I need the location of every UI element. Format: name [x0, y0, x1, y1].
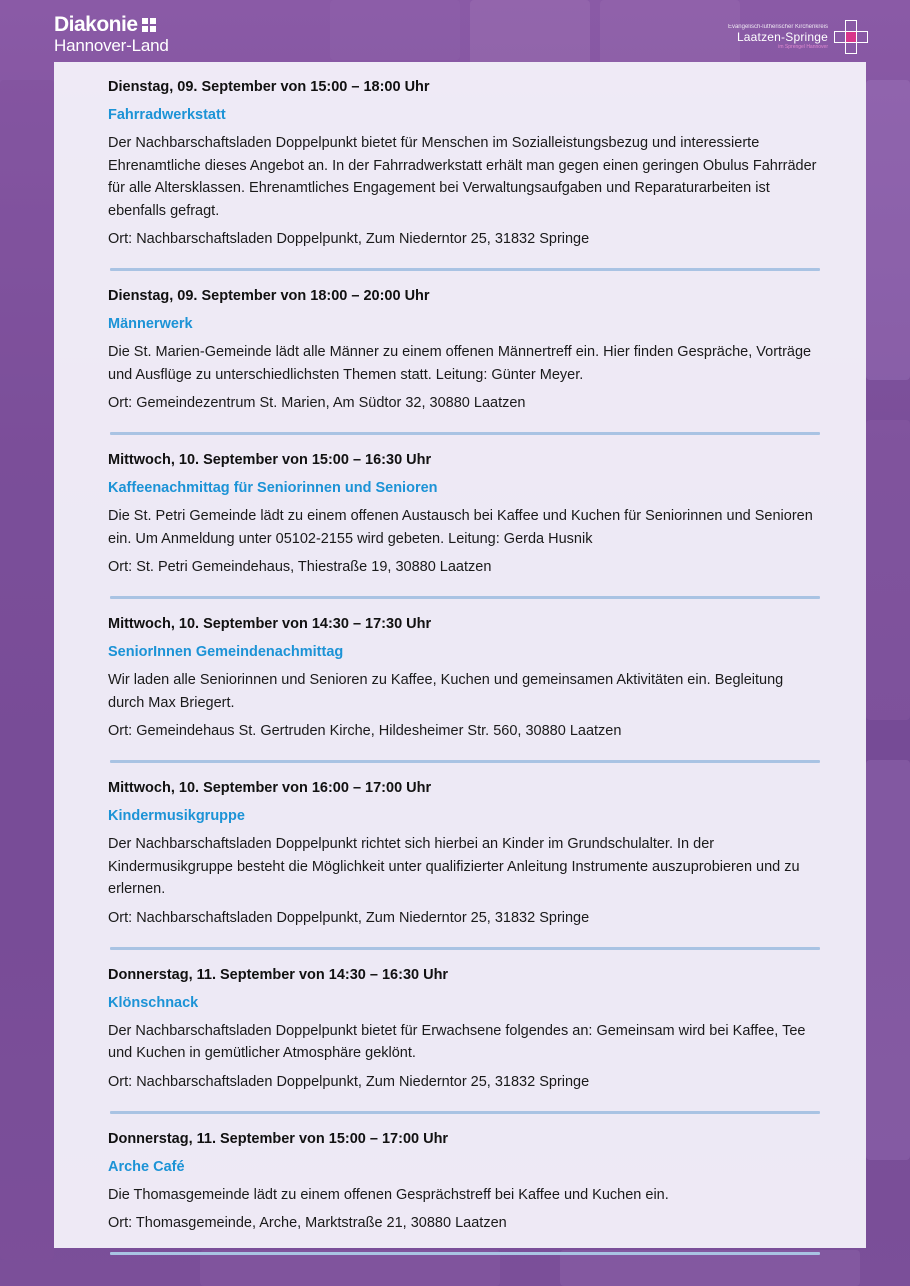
event-date: Mittwoch, 10. September von 16:00 – 17:00 Uhr: [108, 780, 432, 796]
event-title: Fahrradwerkstatt: [108, 107, 226, 123]
event-location: Ort: Nachbarschaftsladen Doppelpunkt, Zum Niederntor 25, 31832 Springe: [108, 231, 590, 247]
event-date: Donnerstag, 11. September von 15:00 – 17:00 Uhr: [108, 1130, 449, 1147]
event-description: Die St. Marien-Gemeinde lädt alle Männer zu einem offenen Männertreff ein. Hier finden Gespräche, Vorträge und Ausflüge zu unterschiedlichsten Themen statt. Leitung: Günter Meyer.: [108, 344, 812, 383]
kirchenkreis-logo: [728, 20, 868, 54]
event-location: Ort: Gemeindezentrum St. Marien, Am Südtor 32, 30880 Laatzen: [108, 395, 526, 411]
brand-name: Diakonie: [54, 13, 138, 36]
event-date: Dienstag, 09. September von 18:00 – 20:00 Uhr: [108, 288, 430, 304]
kirchenkreis-label: Evangelisch-lutherischer Kirchenkreis: [727, 24, 828, 30]
kirchenkreis-sub: im Sprengel Hannover: [778, 44, 828, 50]
event-location: Ort: Gemeindehaus St. Gertruden Kirche, Hildesheimer Str. 560, 30880 Laatzen: [108, 723, 622, 739]
event-date: Mittwoch, 10. September von 14:30 – 17:30 Uhr: [108, 616, 432, 632]
brand-region: Hannover-Land: [54, 36, 169, 55]
event-item: [108, 777, 820, 950]
diakonie-logo: [54, 14, 169, 54]
event-item: [108, 1128, 820, 1256]
divider: [110, 1111, 820, 1114]
cross-icon: [834, 20, 868, 54]
divider: [110, 947, 820, 950]
divider: [110, 432, 820, 435]
divider: [110, 1252, 820, 1255]
event-date: Donnerstag, 11. September von 14:30 – 16:30 Uhr: [108, 966, 449, 983]
event-item: [108, 449, 820, 599]
event-title: Arche Café: [108, 1158, 185, 1175]
event-date: Mittwoch, 10. September von 15:00 – 16:30 Uhr: [108, 452, 432, 468]
divider: [110, 760, 820, 763]
event-item: [108, 76, 820, 271]
event-location: Ort: St. Petri Gemeindehaus, Thiestraße 19, 30880 Laatzen: [108, 559, 492, 575]
event-description: Der Nachbarschaftsladen Doppelpunkt bietet für Menschen im Sozialleistungsbezug und interessierte Ehrenamtliche dieses Angebot an. In der Fahrradwerkstatt erhält man gegen einen geringen Obulus Fahrräder für alle Altersklassen. Ehrenamtliches Engagement bei Verwaltungsaufgaben und Reparaturarbeiten ist ebenfalls gefragt.: [108, 135, 817, 219]
event-description: Wir laden alle Seniorinnen und Senioren zu Kaffee, Kuchen und gemeinsamen Aktivitäten ein. Begleitung durch Max Briegert.: [108, 672, 784, 711]
event-description: Der Nachbarschaftsladen Doppelpunkt richtet sich hierbei an Kinder im Grundschulalter. In der Kindermusikgruppe besteht die Möglichkeit unter qualifizierter Anleitung Instrumente auszuprobieren und zu erlernen.: [108, 836, 800, 897]
content-panel: [54, 62, 866, 1248]
divider: [110, 596, 820, 599]
event-description: Die St. Petri Gemeinde lädt zu einem offenen Austausch bei Kaffee und Kuchen für Seniorinnen und Senioren ein. Um Anmeldung unter 05102-2155 wird gebeten. Leitung: Gerda Husnik: [108, 508, 813, 547]
event-description: Der Nachbarschaftsladen Doppelpunkt bietet für Erwachsene folgendes an: Gemeinsam wird bei Kaffee, Tee und Kuchen in gemütlicher Atmosphäre geklönt.: [108, 1022, 806, 1061]
event-item: [108, 964, 820, 1114]
event-title: Kindermusikgruppe: [108, 808, 245, 824]
event-description: Die Thomasgemeinde lädt zu einem offenen Gesprächstreff bei Kaffee und Kuchen ein.: [108, 1186, 669, 1203]
event-title: Kaffeenachmittag für Seniorinnen und Senioren: [108, 480, 438, 496]
event-date: Dienstag, 09. September von 15:00 – 18:00 Uhr: [108, 79, 430, 95]
event-location: Ort: Nachbarschaftsladen Doppelpunkt, Zum Niederntor 25, 31832 Springe: [108, 909, 590, 926]
divider: [110, 268, 820, 271]
event-location: Ort: Nachbarschaftsladen Doppelpunkt, Zum Niederntor 25, 31832 Springe: [108, 1073, 590, 1090]
event-list: [108, 76, 820, 1269]
event-title: SeniorInnen Gemeindenachmittag: [108, 644, 344, 660]
event-item: [108, 285, 820, 435]
event-title: Männerwerk: [108, 316, 193, 332]
event-title: Klönschnack: [108, 994, 199, 1011]
event-item: [108, 613, 820, 763]
kirchenkreis-name: Laatzen-Springe: [736, 30, 828, 44]
event-location: Ort: Thomasgemeinde, Arche, Marktstraße 21, 30880 Laatzen: [108, 1215, 507, 1231]
diakonie-mark-icon: [142, 18, 156, 32]
